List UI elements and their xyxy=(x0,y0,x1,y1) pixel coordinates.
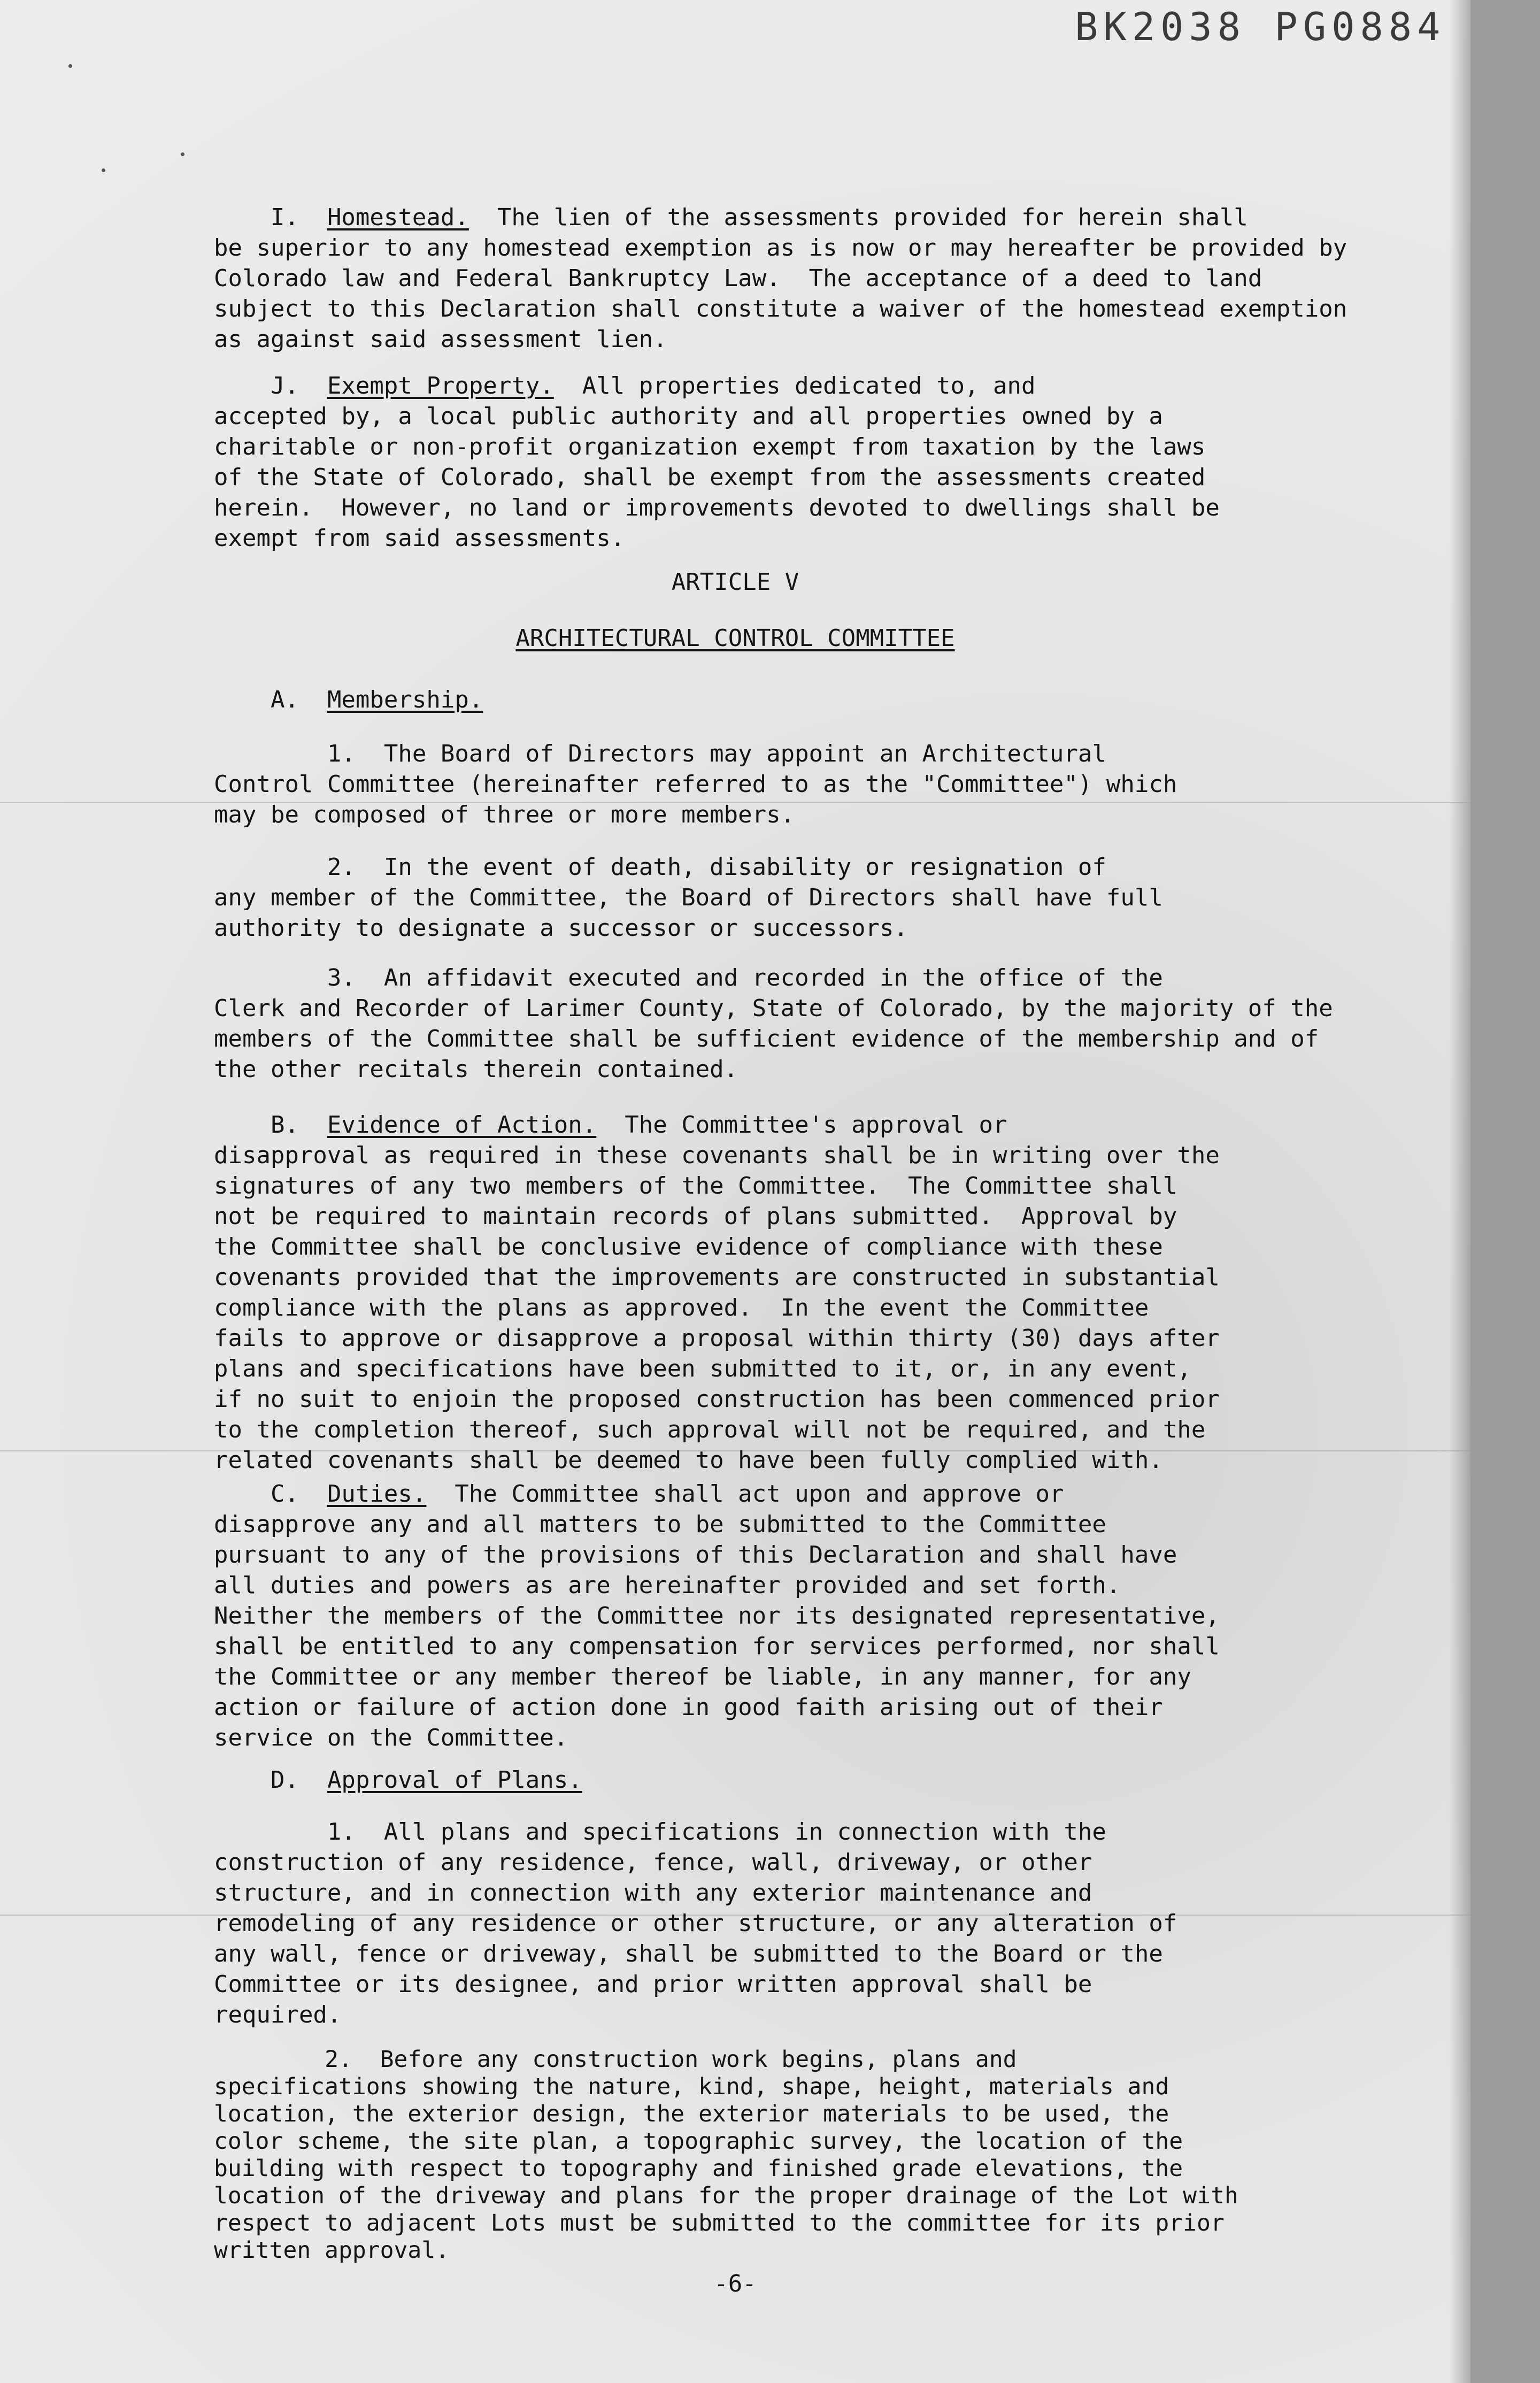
membership-item-1: 1. The Board of Directors may appoint an Architectural Control Committee (hereinafter referred to as the "Committee") which may be composed of three or more members. xyxy=(214,740,1177,828)
membership-item-3: 3. An affidavit executed and recorded in the office of the Clerk and Recorder of Larimer County, State of Colorado, by the majority of the members of the Committee shall be sufficient evidence of the membership and of the other recitals therein contained. xyxy=(214,964,1333,1083)
section-approval-of-plans xyxy=(214,1765,1412,1795)
section-label: C. xyxy=(270,1480,299,1508)
section-label: J. xyxy=(270,372,299,399)
scan-speck xyxy=(68,64,72,68)
page-number: -6- xyxy=(714,2270,757,2297)
section-title: Duties. xyxy=(327,1480,427,1508)
section-label: D. xyxy=(270,1766,299,1794)
article-number: ARTICLE V xyxy=(671,568,799,596)
section-exempt-property: J. Exempt Property. All properties dedicated to, and accepted by, a local public authority and all properties owned by a charitable or non-profit organization exempt from taxation by the laws of the State of Colorado, shall be exempt from the assessments created herein. However, no land or improvements devoted to dwellings shall be exempt from said assessments. xyxy=(214,372,1220,552)
membership-item-2: 2. In the event of death, disability or resignation of any member of the Committee, the Board of Directors shall have full authority to designate a successor or successors. xyxy=(214,854,1163,942)
article-title: ARCHITECTURAL CONTROL COMMITTEE xyxy=(515,625,955,652)
page-edge-shadow xyxy=(1449,0,1470,2383)
section-title: Homestead. xyxy=(327,204,469,231)
section-label: I. xyxy=(270,204,299,231)
section-title: Exempt Property. xyxy=(327,372,554,399)
section-title: Approval of Plans. xyxy=(327,1766,582,1794)
section-homestead: I. Homestead. The lien of the assessments provided for herein shall be superior to any homestead exemption as is now or may hereafter be provided by Colorado law and Federal Bankruptcy Law. The acceptance of a deed to land subject to this Declaration shall constitute a waiver of the homestead exemption as against said assessment lien. xyxy=(214,204,1348,353)
section-evidence-of-action: B. Evidence of Action. The Committee's approval or disapproval as required in these covenants shall be in writing over the signatures of any two members of the Committee. The Committee shall not be required to maintain records of plans submitted. Approval by the Committee shall be conclusive evidence of compliance with these covenants provided that the improvements are constructed in substantial compliance with the plans as approved. In the event the Committee fails to approve or disapprove a proposal within thirty (30) days after plans and specifications have been submitted to it, or, in any event, if no suit to enjoin the proposed construction has been commenced prior to the completion thereof, such approval will not be required, and the related covenants shall be deemed to have been fully complied with. xyxy=(214,1111,1220,1474)
section-duties: C. Duties. The Committee shall act upon and approve or disapprove any and all matters to be submitted to the Committee pursuant to any of the provisions of this Declaration and shall have all duties and powers as are hereinafter provided and set forth. Neither the members of the Committee nor its designated representative, shall be entitled to any compensation for services performed, nor shall the Committee or any member thereof be liable, in any manner, for any action or failure of action done in good faith arising out of their service on the Committee. xyxy=(214,1480,1220,1751)
book-page-stamp: BK2038 PG0884 xyxy=(1075,4,1446,49)
section-membership xyxy=(214,685,1412,715)
section-label: A. xyxy=(270,686,299,713)
approval-item-1: 1. All plans and specifications in connection with the construction of any residence, fence, wall, driveway, or other structure, and in connection with any exterior maintenance and remodeling of any residence or other structure, or any alteration of any wall, fence or driveway, shall be submitted to the Board or the Committee or its designee, and prior written approval shall be required. xyxy=(214,1818,1177,2028)
approval-item-2: 2. Before any construction work begins, plans and specifications showing the nature, kind, shape, height, materials and location, the exterior design, the exterior materials to be used, the color scheme, the site plan, a topographic survey, the location of the building with respect to topography and finished grade elevations, the location of the driveway and plans for the proper drainage of the Lot with respect to adjacent Lots must be submitted to the committee for its prior written approval. xyxy=(214,2046,1238,2264)
section-label: B. xyxy=(270,1111,299,1139)
scan-speck xyxy=(181,152,184,156)
scan-speck xyxy=(102,168,105,172)
section-title: Membership. xyxy=(327,686,483,713)
section-title: Evidence of Action. xyxy=(327,1111,597,1139)
